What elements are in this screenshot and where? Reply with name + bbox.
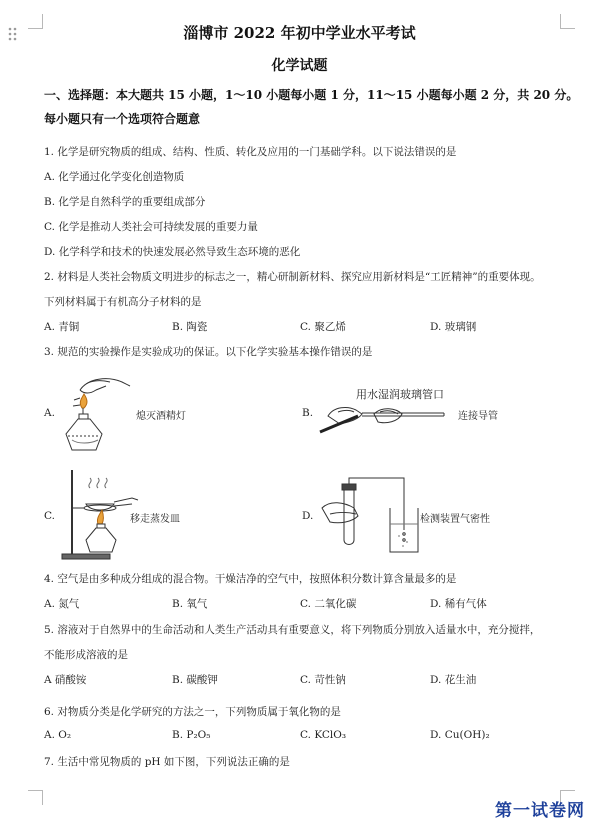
question-6-option-a: A. O₂	[44, 729, 72, 741]
question-2-option-b: B. 陶瓷	[172, 321, 208, 333]
question-1-option-a: A. 化学通过化学变化创造物质	[44, 171, 185, 183]
question-1-stem: 1. 化学是研究物质的组成、结构、性质、转化及应用的一门基础学科。以下说法错误的是	[44, 146, 457, 158]
question-4-option-a: A. 氮气	[44, 598, 80, 610]
question-2-option-d: D. 玻璃钢	[430, 321, 477, 333]
evaporating-dish-illustration	[58, 466, 140, 562]
question-3-option-b-top-label: 用水湿润玻璃管口	[356, 388, 444, 401]
question-5-option-c: C. 苛性钠	[300, 674, 346, 686]
question-4-option-b: B. 氧气	[172, 598, 208, 610]
question-2-stem-line2: 下列材料属于有机高分子材料的是	[44, 296, 202, 308]
site-watermark: 第一试卷网	[495, 801, 585, 821]
question-2-option-a: A. 青铜	[44, 321, 80, 333]
question-3-option-a-label: 熄灭酒精灯	[136, 411, 186, 422]
question-3-stem: 3. 规范的实验操作是实验成功的保证。以下化学实验基本操作错误的是	[44, 346, 373, 358]
question-3-option-d-label: 检测装置气密性	[420, 514, 490, 525]
question-6-stem: 6. 对物质分类是化学研究的方法之一，下列物质属于氧化物的是	[44, 706, 341, 718]
question-2-stem-line1: 2. 材料是人类社会物质文明进步的标志之一，精心研制新材料、探究应用新材料是“工匠精神”的重要体现。	[44, 271, 541, 283]
question-1-option-d: D. 化学科学和技术的快速发展必然导致生态环境的恶化	[44, 246, 301, 258]
section-instruction: 每小题只有一个选项符合题意	[44, 112, 201, 126]
question-6-option-b: B. P₂O₅	[172, 729, 211, 741]
crop-mark-bottom-left	[28, 790, 43, 805]
question-3-option-d-letter: D.	[302, 510, 314, 522]
page-title: 淄博市 2022 年初中学业水平考试	[183, 24, 416, 42]
alcohol-lamp-extinguish-illustration	[58, 370, 136, 456]
question-5-stem-line2: 不能形成溶液的是	[44, 649, 128, 661]
question-3-option-b-label: 连接导管	[458, 411, 498, 422]
airtightness-check-illustration	[318, 474, 422, 556]
question-5-option-b: B. 碳酸钾	[172, 674, 218, 686]
question-3-option-c-label: 移走蒸发皿	[130, 514, 180, 525]
question-5-stem-line1: 5. 溶液对于自然界中的生命活动和人类生产活动具有重要意义，将下列物质分别放入适量水中，充分搅拌，	[44, 624, 541, 636]
question-1-option-c: C. 化学是推动人类社会可持续发展的重要力量	[44, 221, 258, 233]
question-2-option-c: C. 聚乙烯	[300, 321, 346, 333]
question-5-option-d: D. 花生油	[430, 674, 477, 686]
question-3-option-a-letter: A.	[44, 407, 55, 419]
page-subtitle: 化学试题	[271, 58, 328, 74]
connect-tubes-illustration	[318, 398, 448, 438]
question-1-option-b: B. 化学是自然科学的重要组成部分	[44, 196, 206, 208]
question-3-option-b-letter: B.	[302, 407, 314, 419]
question-6-option-c: C. KClO₃	[300, 729, 347, 741]
question-3-option-c-letter: C.	[44, 510, 55, 522]
question-4-stem: 4. 空气是由多种成分组成的混合物。干燥洁净的空气中，按照体积分数计算含量最多的是	[44, 573, 457, 585]
question-5-option-a: A 硝酸铵	[44, 674, 87, 686]
question-4-option-d: D. 稀有气体	[430, 598, 487, 610]
question-6-option-d: D. Cu(OH)₂	[430, 729, 490, 741]
section-heading: 一、选择题：本大题共 15 小题，1～10 小题每小题 1 分，11～15 小题每小题 2 分，共 20 分。	[44, 88, 579, 102]
question-7-stem: 7. 生活中常见物质的 pH 如下图，下列说法正确的是	[44, 756, 290, 768]
question-4-option-c: C. 二氧化碳	[300, 598, 357, 610]
